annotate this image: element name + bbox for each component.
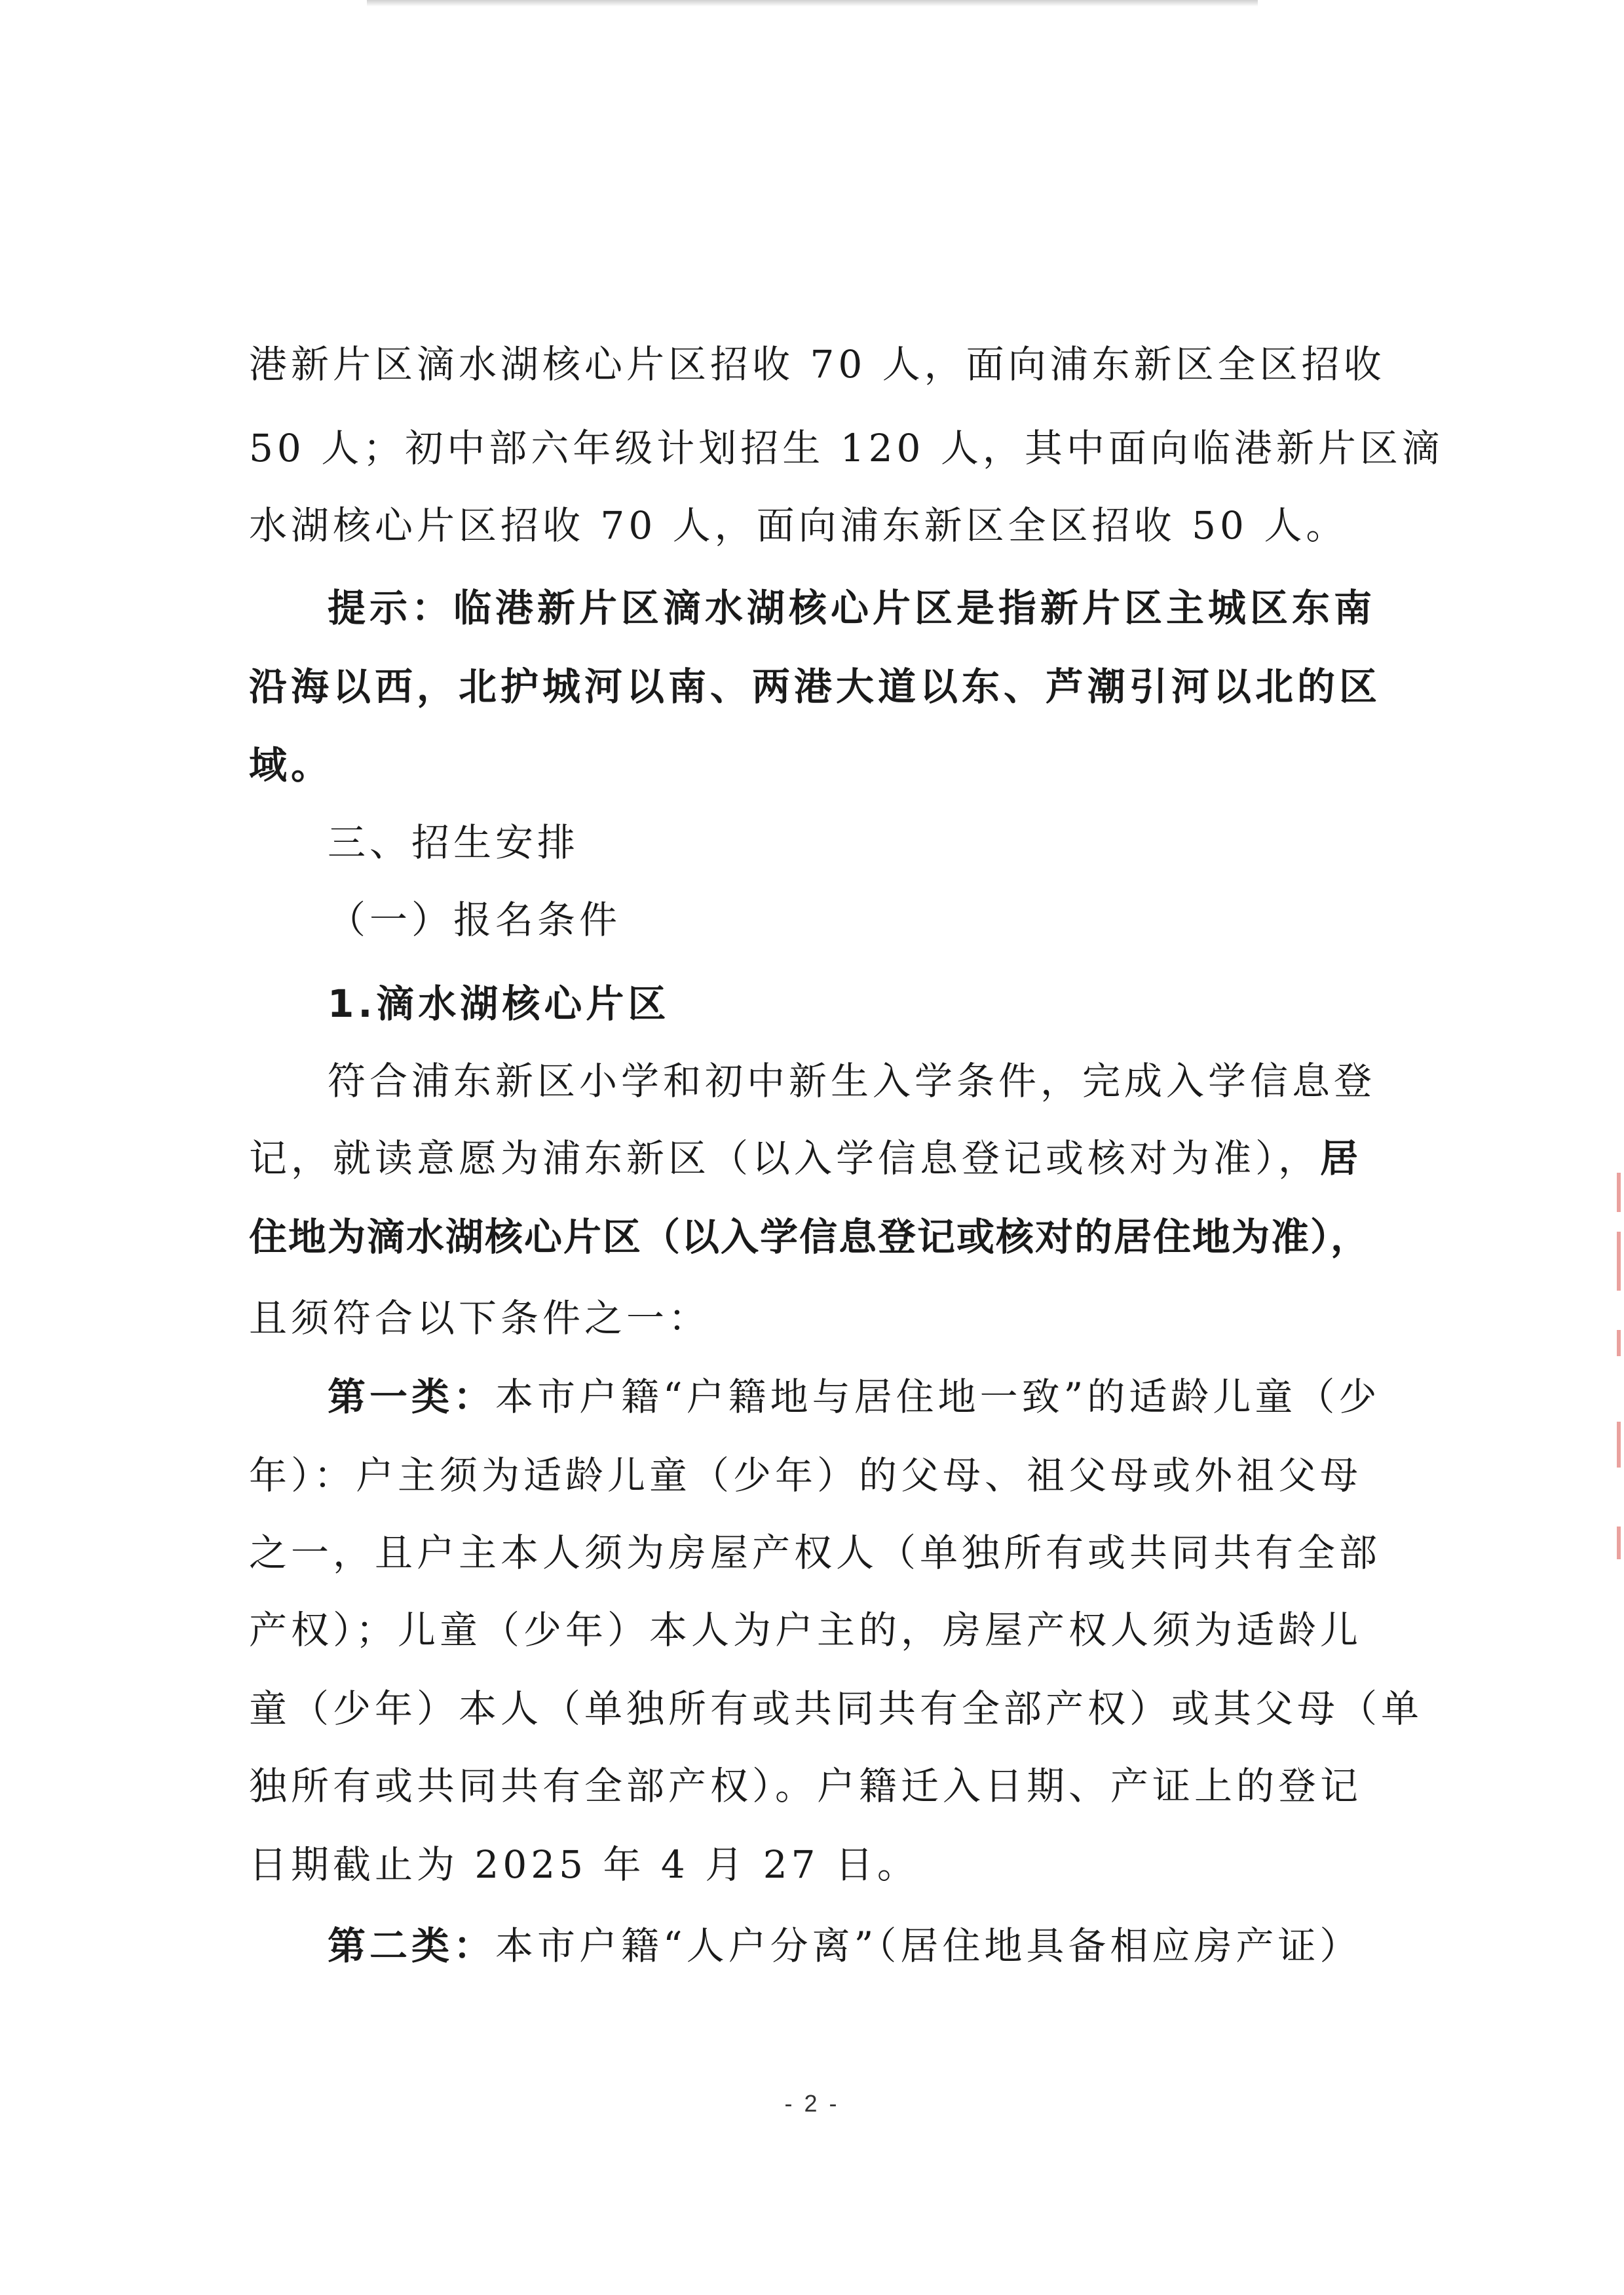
scan-edge-shadow xyxy=(367,0,1258,7)
page-number: - 2 - xyxy=(784,2090,840,2117)
paragraph-line: 年）：户主须为适龄儿童（少年）的父母、祖父母或外祖父母 xyxy=(249,1453,1363,1498)
paragraph-line: 水湖核心片区招收 70 人，面向浦东新区全区招收 50 人。 xyxy=(249,503,1348,548)
paragraph-line: 符合浦东新区小学和初中新生入学条件，完成入学信息登 xyxy=(328,1059,1376,1103)
category-line xyxy=(328,1371,1382,1423)
category-label: 第一类： xyxy=(328,1375,496,1419)
paragraph-line: 日期截止为 2025 年 4 月 27 日。 xyxy=(249,1842,919,1887)
category-text: 本市户籍“户籍地与居住地一致”的适龄儿童（少 xyxy=(495,1375,1381,1419)
subsection-heading: （一）报名条件 xyxy=(328,898,622,942)
paragraph-line: 住地为滴水湖核心片区（以入学信息登记或核对的居住地为准）， xyxy=(249,1215,1370,1259)
category-text: 本市户籍“人户分离”（居住地具备相应房产证） xyxy=(495,1924,1362,1968)
paragraph-line: 独所有或共同共有全部产权）。户籍迁入日期、产证上的登记 xyxy=(249,1764,1363,1808)
tip-line xyxy=(328,582,1382,634)
tip-text: 临港新片区滴水湖核心片区是指新片区主城区东南 xyxy=(453,586,1376,630)
paragraph-line: 且须符合以下条件之一： xyxy=(249,1296,711,1340)
paragraph-text: 记，就读意愿为浦东新区（以入学信息登记或核对为准）， xyxy=(249,1136,1321,1181)
paragraph-line xyxy=(249,1132,1382,1185)
tip-line: 域。 xyxy=(249,743,333,787)
paragraph-line: 童（少年）本人（单独所有或共同共有全部产权）或其父母（单 xyxy=(249,1686,1424,1731)
category-label: 第二类： xyxy=(328,1924,496,1968)
paragraph-bold-text: 居 xyxy=(1320,1136,1363,1181)
tip-line: 沿海以西，北护城河以南、两港大道以东、芦潮引河以北的区 xyxy=(249,664,1382,709)
tip-label: 提示： xyxy=(328,586,454,630)
paragraph-line: 港新片区滴水湖核心片区招收 70 人，面向浦东新区全区招收 xyxy=(249,342,1386,387)
section-heading: 三、招生安排 xyxy=(328,820,580,865)
stamp-edge-mark xyxy=(1617,1160,1622,1579)
paragraph-line: 之一，且户主本人须为房屋产权人（单独所有或共同共有全部 xyxy=(249,1530,1382,1575)
paragraph-line: 产权）；儿童（少年）本人为户主的，房屋产权人须为适龄儿 xyxy=(249,1608,1363,1652)
category-line xyxy=(328,1920,1382,1972)
paragraph-line: 50 人；初中部六年级计划招生 120 人，其中面向临港新片区滴 xyxy=(249,426,1444,470)
area-heading: 1.滴水湖核心片区 xyxy=(328,981,670,1026)
